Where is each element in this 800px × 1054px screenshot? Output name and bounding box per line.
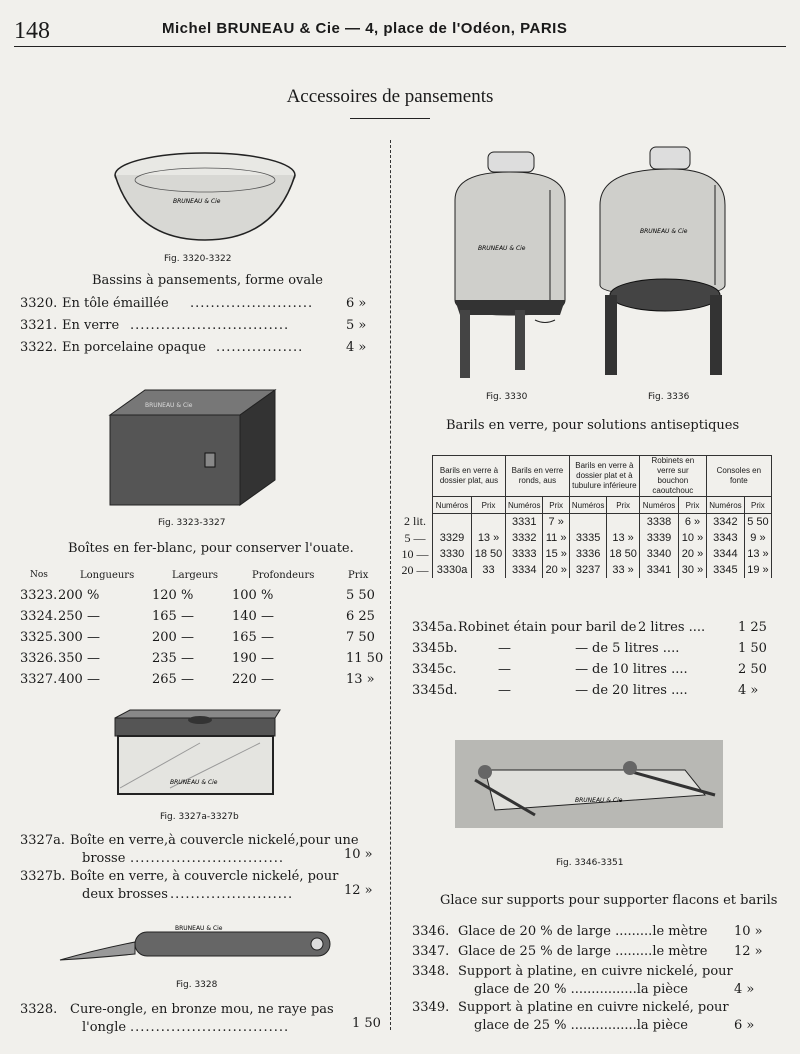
table-cell: 18 50	[472, 546, 506, 562]
cure-price: 1 50	[352, 1016, 381, 1031]
robinet-num: 3345b.	[412, 641, 458, 656]
table-cell	[607, 514, 640, 531]
glace-caption: Glace sur supports pour supporter flacons et barils	[440, 893, 778, 908]
table-cell: 5 50	[744, 514, 771, 531]
boite-row-cell: 100 %	[232, 588, 274, 603]
verre-engraving: BRUNEAU & Cie	[170, 779, 218, 786]
verre-item-0-num: 3327a.	[20, 833, 65, 848]
table-cell: 13 »	[472, 530, 506, 546]
item-number: 3320.	[20, 296, 58, 311]
verre-item-0-price: 10 »	[344, 847, 373, 862]
col-header: Consoles en fonte	[706, 456, 771, 497]
col-header: Barils en verre à dossier plat, aus	[433, 456, 506, 497]
leader-dots: ........................	[170, 887, 294, 902]
baril-fig-label-1: Fig. 3330	[486, 392, 528, 402]
boite-row-cell: 400 —	[58, 672, 100, 687]
robinet-num: 3345c.	[412, 662, 457, 677]
glace-engraving: BRUNEAU & Cie	[575, 797, 623, 804]
col-header: Prix	[348, 570, 369, 581]
col-header: Barils en verre ronds, aus	[506, 456, 570, 497]
baril-fig-label-2: Fig. 3336	[648, 392, 690, 402]
boite-row-cell: 165 —	[232, 630, 274, 645]
empty-cell	[398, 497, 433, 514]
table-cell: 3340	[639, 546, 678, 562]
baril-illustration-2	[590, 145, 730, 380]
row-size: 2 lit.	[403, 514, 426, 529]
boite-row-cell: 250 —	[58, 609, 100, 624]
boite-row-cell: 300 —	[58, 630, 100, 645]
col-header: Longueurs	[80, 570, 135, 581]
baril-illustration-1	[440, 150, 570, 380]
robinet-num: 3345a.	[412, 620, 457, 635]
page-number: 148	[14, 18, 50, 44]
robinet-price: 1 25	[738, 620, 767, 635]
boite-row-cell: 350 —	[58, 651, 100, 666]
table-cell: 15 »	[543, 546, 569, 562]
table-cell: 20 »	[679, 546, 707, 562]
table-cell: 3339	[639, 530, 678, 546]
row-size: 10 —	[401, 546, 429, 561]
glace-price: 12 »	[734, 944, 763, 959]
cure-fig-label: Fig. 3328	[176, 980, 218, 990]
boite-row-cell: 265 —	[152, 672, 194, 687]
glace-price: 4 »	[734, 982, 755, 997]
sub-header: Numéros	[506, 497, 543, 514]
boite-illustration	[105, 385, 285, 510]
table-cell: 3332	[506, 530, 543, 546]
boite-row-cell: 5 50	[346, 588, 375, 603]
baril-table-wrap	[398, 455, 772, 578]
bassin-item-2	[20, 340, 380, 355]
table-subheader-row	[398, 497, 771, 514]
glace-num: 3348.	[412, 964, 450, 979]
glace-line1: Glace de 20 % de large .........le mètre	[458, 924, 708, 939]
boite-row-number: 3325.	[20, 630, 58, 645]
boite-headers	[30, 570, 390, 586]
boite-row-number: 3326.	[20, 651, 58, 666]
cure-line2: l'ongle	[82, 1020, 127, 1035]
robinet-qty: de 5 litres ....	[592, 641, 680, 656]
robinet-qty: 2 litres ....	[638, 620, 706, 635]
item-price: 5 »	[346, 318, 367, 333]
item-price: 6 »	[346, 296, 367, 311]
boite-verre-illustration	[110, 708, 285, 803]
boite-row-number: 3324.	[20, 609, 58, 624]
table-cell: 3343	[706, 530, 744, 546]
verre-item-1-price: 12 »	[344, 883, 373, 898]
glace-price: 10 »	[734, 924, 763, 939]
boite-row-cell: 165 —	[152, 609, 194, 624]
verre-item-0-line2: brosse	[82, 851, 126, 866]
boite-row-cell: 200 —	[152, 630, 194, 645]
cure-ongle-illustration	[55, 920, 335, 970]
robinet-qty: de 20 litres ....	[592, 683, 688, 698]
table-cell: 3334	[506, 562, 543, 578]
table-cell: 3338	[639, 514, 678, 531]
table-cell: 13 »	[607, 530, 640, 546]
boite-row-cell: 140 —	[232, 609, 274, 624]
leader-dots: .................	[216, 340, 304, 355]
robinet-label: — —	[498, 683, 589, 698]
table-cell: 3335	[569, 530, 606, 546]
glace-price: 6 »	[734, 1018, 755, 1033]
col-header: Robinets en verre sur bouchon caoutchouc	[639, 456, 706, 497]
glace-num: 3346.	[412, 924, 450, 939]
sub-header: Prix	[744, 497, 771, 514]
robinet-label: — —	[498, 641, 589, 656]
table-cell: 11 »	[543, 530, 569, 546]
boite-row-cell: 11 50	[346, 651, 384, 666]
boite-row-cell: 200 %	[58, 588, 100, 603]
table-cell: 3344	[706, 546, 744, 562]
sub-header: Numéros	[639, 497, 678, 514]
table-cell: 7 »	[543, 514, 569, 531]
col-header: Barils en verre à dossier plat et à tubulure inférieure	[569, 456, 639, 497]
sub-header: Numéros	[706, 497, 744, 514]
baril-engraving-1: BRUNEAU & Cie	[478, 245, 526, 252]
table-cell: 13 »	[744, 546, 771, 562]
boite-row-cell: 13 »	[346, 672, 375, 687]
table-cell: 18 50	[607, 546, 640, 562]
table-cell: 20 »	[543, 562, 569, 578]
table-row	[398, 514, 771, 531]
bassin-engraving: BRUNEAU & Cie	[173, 198, 221, 205]
col-header: Profondeurs	[252, 570, 315, 581]
item-label: En tôle émaillée	[62, 296, 169, 311]
table-cell: 3329	[433, 530, 472, 546]
glace-line1: Support à platine en cuivre nickelé, pour	[458, 1000, 729, 1015]
row-size: 20 —	[401, 562, 429, 577]
table-cell	[472, 514, 506, 531]
column-divider	[390, 140, 391, 1030]
leader-dots: ..............................	[130, 851, 284, 866]
robinet-qty: de 10 litres ....	[592, 662, 688, 677]
boite-row-number: 3323.	[20, 588, 58, 603]
leader-dots: ...............................	[130, 318, 290, 333]
bassin-caption: Bassins à pansements, forme ovale	[92, 273, 324, 288]
boite-row-cell: 6 25	[346, 609, 375, 624]
boite-fig-label: Fig. 3323-3327	[158, 518, 226, 528]
boite-row-number: 3327.	[20, 672, 58, 687]
robinet-price: 2 50	[738, 662, 767, 677]
bassin-illustration	[105, 145, 305, 250]
page-header: Michel BRUNEAU & Cie — 4, place de l'Odéon, PARIS	[162, 20, 568, 37]
verre-item-1-line1: Boîte en verre, à couvercle nickelé, pour	[70, 869, 339, 884]
sub-header: Prix	[607, 497, 640, 514]
sub-header: Prix	[543, 497, 569, 514]
table-cell: 33	[472, 562, 506, 578]
row-size: 5 —	[404, 530, 426, 545]
sub-header: Prix	[472, 497, 506, 514]
table-cell	[569, 514, 606, 531]
glace-line1: Glace de 25 % de large .........le mètre	[458, 944, 708, 959]
item-number: 3321.	[20, 318, 58, 333]
boite-caption: Boîtes en fer-blanc, pour conserver l'ouate.	[68, 541, 354, 556]
robinet-label: — —	[498, 662, 589, 677]
table-cell	[433, 514, 472, 531]
table-cell: 9 »	[744, 530, 771, 546]
cure-line1: Cure-ongle, en bronze mou, ne raye pas	[70, 1002, 334, 1017]
verre-item-0-line1: Boîte en verre,à couvercle nickelé,pour une	[70, 833, 359, 848]
baril-engraving-2: BRUNEAU & Cie	[640, 228, 688, 235]
table-cell: 3341	[639, 562, 678, 578]
bassin-item-1	[20, 318, 380, 333]
boite-row-cell: 7 50	[346, 630, 375, 645]
table-cell: 19 »	[744, 562, 771, 578]
sub-header: Numéros	[569, 497, 606, 514]
baril-table-body	[398, 514, 771, 579]
table-cell: 33 »	[607, 562, 640, 578]
sub-header: Numéros	[433, 497, 472, 514]
boite-row-cell: 120 %	[152, 588, 194, 603]
robinet-price: 4 »	[738, 683, 759, 698]
boite-row-cell: 235 —	[152, 651, 194, 666]
table-cell: 3336	[569, 546, 606, 562]
glace-line2: glace de 25 % ................la pièce	[474, 1018, 688, 1033]
col-header: Largeurs	[172, 570, 219, 581]
table-cell: 3331	[506, 514, 543, 531]
cure-engraving: BRUNEAU & Cie	[175, 925, 223, 932]
verre-item-1-line2: deux brosses	[82, 887, 168, 902]
item-label: En verre	[62, 318, 120, 333]
bassin-item-0	[20, 296, 380, 311]
table-cell: 3237	[569, 562, 606, 578]
table-cell: 3333	[506, 546, 543, 562]
table-cell: 3345	[706, 562, 744, 578]
header-rule	[14, 46, 786, 47]
leader-dots: ...............................	[130, 1020, 290, 1035]
glace-illustration	[455, 740, 725, 830]
glace-num: 3347.	[412, 944, 450, 959]
table-row	[398, 562, 771, 578]
boite-row-cell: 220 —	[232, 672, 274, 687]
robinet-label: Robinet étain pour baril de	[458, 620, 637, 635]
table-cell: 3330a	[433, 562, 472, 578]
baril-caption: Barils en verre, pour solutions antiseptiques	[446, 418, 740, 433]
title-underline	[350, 118, 430, 119]
table-row	[398, 546, 771, 562]
item-number: 3322.	[20, 340, 58, 355]
boite-row-cell: 190 —	[232, 651, 274, 666]
glace-line2: glace de 20 % ................la pièce	[474, 982, 688, 997]
leader-dots: ........................	[190, 296, 314, 311]
glace-num: 3349.	[412, 1000, 450, 1015]
item-price: 4 »	[346, 340, 367, 355]
page-title: Accessoires de pansements	[286, 86, 494, 107]
item-label: En porcelaine opaque	[62, 340, 206, 355]
empty-cell	[398, 456, 433, 497]
glace-fig-label: Fig. 3346-3351	[556, 858, 624, 868]
verre-fig-label: Fig. 3327a-3327b	[160, 812, 239, 822]
table-header-row	[398, 456, 771, 497]
verre-item-1-num: 3327b.	[20, 869, 66, 884]
cure-num: 3328.	[20, 1002, 58, 1017]
boite-engraving: BRUNEAU & Cie	[145, 402, 193, 409]
sub-header: Prix	[679, 497, 707, 514]
table-row	[398, 530, 771, 546]
glace-line1: Support à platine, en cuivre nickelé, pour	[458, 964, 733, 979]
robinet-num: 3345d.	[412, 683, 458, 698]
bassin-fig-label: Fig. 3320-3322	[164, 254, 232, 264]
table-cell: 10 »	[679, 530, 707, 546]
table-cell: 6 »	[679, 514, 707, 531]
table-cell: 30 »	[679, 562, 707, 578]
baril-table	[398, 455, 772, 578]
col-header: Nos	[30, 570, 48, 580]
table-cell: 3342	[706, 514, 744, 531]
table-cell: 3330	[433, 546, 472, 562]
robinet-price: 1 50	[738, 641, 767, 656]
